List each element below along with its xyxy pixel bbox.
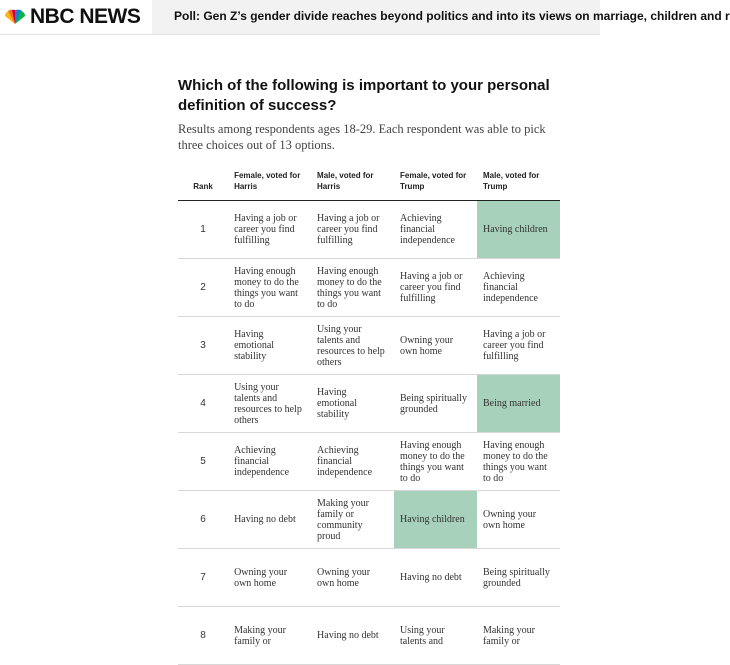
nbc-news-logo[interactable] [0,0,152,34]
female-harris-cell: Having a job or career you find fulfilling [234,213,297,246]
table-row [178,549,560,607]
header-male-harris: Male, voted for Harris [317,171,374,191]
table-row [178,607,560,665]
female-harris-cell: Using your talents and resources to help others [234,381,302,426]
female-harris-cell: Achieving financial independence [234,445,290,478]
male-trump-cell: Making your family or [482,624,535,647]
chart-subtitle: Results among respondents ages 18-29. Each respondent was able to pick three choices out of 13 options. [178,122,546,152]
article-headline[interactable]: Poll: Gen Z’s gender divide reaches beyond politics and into its views on marriage, children and r [174,9,730,23]
rank-cell: 2 [200,282,206,293]
top-navigation-bar [0,0,730,35]
male-harris-cell: Having enough money to do the things you want to do [317,265,382,310]
male-harris-cell: Achieving financial independence [317,445,373,478]
male-trump-cell: Having children [477,201,560,259]
table-row [178,375,560,433]
female-harris-cell: Having no debt [234,514,296,525]
male-trump-cell: Being married [477,375,560,433]
table-row [178,259,560,317]
male-trump-cell: Owning your own home [482,508,537,531]
peacock-icon [4,10,26,24]
table-header-row [178,170,560,201]
rank-cell: 6 [200,514,206,525]
female-trump-cell: Being spiritually grounded [400,392,467,415]
female-harris-cell: Having emotional stability [234,329,275,362]
rank-cell: 7 [200,572,206,583]
female-trump-cell: Having enough money to do the things you want to do [400,439,465,484]
header-rank: Rank [193,182,213,191]
table-row [178,317,560,375]
female-harris-cell: Making your family or [234,624,287,647]
female-trump-cell: Achieving financial independence [400,213,455,246]
male-trump-cell: Achieving financial independence [482,271,538,304]
male-trump-cell: Having enough money to do the things you want to do [482,439,548,484]
male-harris-cell: Having emotional stability [317,387,358,420]
table-row [178,201,560,259]
table-body [178,201,560,665]
female-harris-cell: Having enough money to do the things you want to do [234,265,299,310]
male-harris-cell: Making your family or community proud [317,497,369,542]
chart-title: Which of the following is important to your personal definition of success? [178,77,550,114]
rank-cell: 3 [200,340,206,351]
header-female-trump: Female, voted for Trump [400,171,467,191]
success-ranking-table [178,170,560,665]
table-row [178,491,560,549]
male-harris-cell: Using your talents and resources to help others [317,323,385,368]
logo-text: NBC NEWS [30,5,141,28]
female-harris-cell: Owning your own home [234,566,288,589]
female-trump-cell: Using your talents and [400,624,445,647]
female-trump-cell: Having no debt [400,572,462,583]
female-trump-cell: Owning your own home [400,334,454,357]
female-trump-cell: Having a job or career you find fulfilling [400,271,463,304]
headline-bar[interactable] [152,0,730,34]
male-harris-cell: Having no debt [317,630,379,641]
table-row [178,433,560,491]
male-trump-cell: Having a job or career you find fulfilling [482,329,546,362]
rank-cell: 8 [200,630,206,641]
header-female-harris: Female, voted for Harris [234,171,301,191]
rank-cell: 4 [200,398,206,409]
female-trump-cell: Having children [394,491,477,549]
article-header [178,76,568,153]
male-harris-cell: Owning your own home [317,566,371,589]
rank-cell: 1 [200,224,206,235]
header-male-trump: Male, voted for Trump [482,171,540,191]
rank-cell: 5 [200,456,206,467]
male-harris-cell: Having a job or career you find fulfilling [317,213,380,246]
male-trump-cell: Being spiritually grounded [482,566,550,589]
